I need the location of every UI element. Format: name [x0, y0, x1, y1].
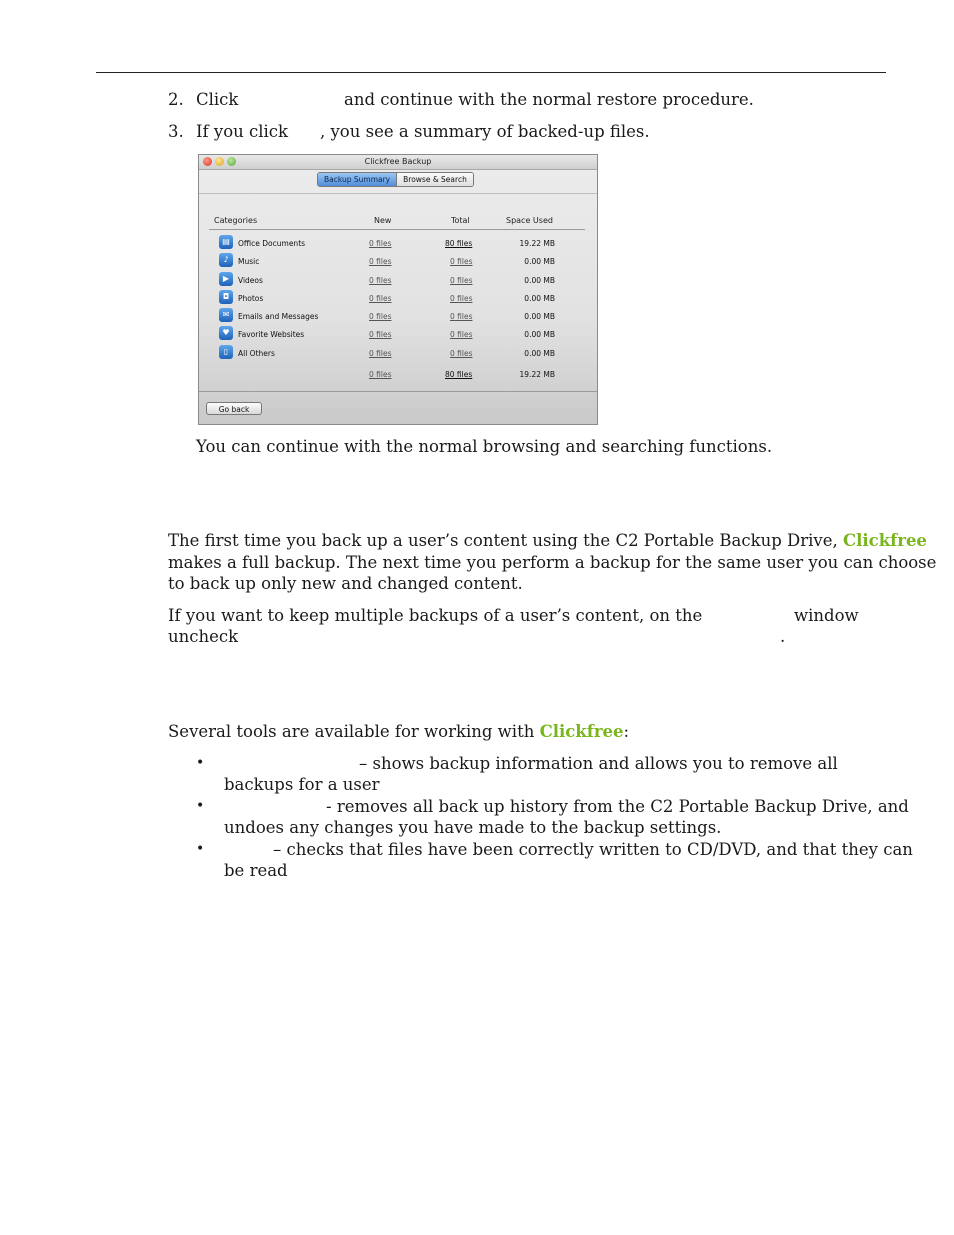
header-total: Total	[451, 216, 470, 225]
total-space-used: 19.22 MB	[519, 370, 555, 379]
step-number-3: 3.	[168, 122, 184, 141]
minimize-window-icon[interactable]	[215, 157, 224, 166]
step-3-text-start: If you click	[196, 122, 289, 141]
step-number-2: 2.	[168, 90, 184, 109]
window-titlebar	[199, 155, 597, 170]
step-2-text-start: Click	[196, 90, 239, 109]
total-files-link[interactable]: 0 files	[450, 349, 473, 358]
header-new: New	[374, 216, 392, 225]
para2-line1-end: window	[794, 606, 859, 625]
para1-line1	[168, 531, 927, 551]
go-back-button[interactable]: Go back	[206, 402, 262, 415]
category-label: Office Documents	[238, 239, 306, 248]
category-label: Videos	[238, 276, 263, 285]
total-all-files-link[interactable]: 80 files	[445, 370, 473, 379]
para2-line2-start: uncheck	[168, 627, 239, 646]
header-space-used: Space Used	[506, 216, 553, 225]
bullet-icon: •	[196, 798, 205, 814]
para3-text: Several tools are available for working with	[168, 722, 535, 741]
table-row	[199, 326, 597, 344]
total-files-link[interactable]: 80 files	[445, 239, 473, 248]
email-icon: ✉	[219, 308, 233, 322]
space-used-value: 0.00 MB	[524, 349, 555, 358]
bullet-3-line1: – checks that files have been correctly written to CD/DVD, and that they can	[273, 840, 913, 859]
photo-icon: ◘	[219, 290, 233, 304]
new-files-link[interactable]: 0 files	[369, 349, 392, 358]
zoom-window-icon[interactable]	[227, 157, 236, 166]
continue-text: You can continue with the normal browsing and searching functions.	[196, 437, 773, 456]
category-label: Photos	[238, 294, 264, 303]
header-categories: Categories	[214, 216, 258, 225]
space-used-value: 0.00 MB	[524, 294, 555, 303]
table-row	[199, 272, 597, 290]
category-label: Music	[238, 257, 260, 266]
bullet-3-line2: be read	[224, 861, 288, 880]
para2-line1-start: If you want to keep multiple backups of a user’s content, on the	[168, 606, 703, 625]
bullet-2-line2: undoes any changes you have made to the backup settings.	[224, 818, 722, 837]
space-used-value: 0.00 MB	[524, 312, 555, 321]
totals-row	[199, 366, 597, 384]
new-files-link[interactable]: 0 files	[369, 276, 392, 285]
table-row	[199, 308, 597, 326]
footer-divider	[199, 391, 597, 392]
clickfree-brand: Clickfree	[539, 722, 624, 741]
space-used-value: 0.00 MB	[524, 257, 555, 266]
view-tabs	[317, 172, 474, 187]
para1-line3: to back up only new and changed content.	[168, 574, 523, 593]
tab-backup-summary[interactable]: Backup Summary	[318, 173, 397, 186]
table-row	[199, 290, 597, 308]
bullet-1-line2: backups for a user	[224, 775, 380, 794]
table-row	[199, 253, 597, 271]
clickfree-brand: Clickfree	[843, 531, 927, 550]
new-files-link[interactable]: 0 files	[369, 257, 392, 266]
category-label: Favorite Websites	[238, 330, 305, 339]
para1-text: The first time you back up a user’s content using the C2 Portable Backup Drive,	[168, 531, 838, 550]
para3-line	[168, 722, 629, 742]
total-files-link[interactable]: 0 files	[450, 294, 473, 303]
para1-line2: makes a full backup. The next time you perform a backup for the same user you can choose	[168, 553, 937, 572]
backup-summary-window	[198, 154, 598, 425]
table-row	[199, 345, 597, 363]
bullet-2-line1: - removes all back up history from the C2 Portable Backup Drive, and	[326, 797, 909, 816]
para3-colon: :	[623, 722, 630, 741]
window-title: Clickfree Backup	[364, 157, 432, 166]
close-window-icon[interactable]	[203, 157, 212, 166]
step-3-text-end: , you see a summary of backed-up files.	[320, 122, 650, 141]
space-used-value: 0.00 MB	[524, 330, 555, 339]
document-icon: ▤	[219, 235, 233, 249]
bullet-icon: •	[196, 841, 205, 857]
category-label: All Others	[238, 349, 275, 358]
total-files-link[interactable]: 0 files	[450, 257, 473, 266]
video-icon: ▶	[219, 272, 233, 286]
new-files-link[interactable]: 0 files	[369, 312, 392, 321]
new-files-link[interactable]: 0 files	[369, 294, 392, 303]
bullet-icon: •	[196, 755, 205, 771]
step-2-text-end: and continue with the normal restore procedure.	[344, 90, 754, 109]
space-used-value: 19.22 MB	[519, 239, 555, 248]
header-rule	[96, 72, 886, 73]
bullet-1-line1: – shows backup information and allows you to remove all	[359, 754, 838, 773]
new-files-link[interactable]: 0 files	[369, 330, 392, 339]
heart-icon: ♥	[219, 326, 233, 340]
header-divider	[209, 229, 585, 230]
category-label: Emails and Messages	[238, 312, 319, 321]
space-used-value: 0.00 MB	[524, 276, 555, 285]
music-icon: ♪	[219, 253, 233, 267]
tab-browse-search[interactable]: Browse & Search	[397, 173, 473, 186]
table-row	[199, 235, 597, 253]
total-files-link[interactable]: 0 files	[450, 276, 473, 285]
file-icon: ▯	[219, 345, 233, 359]
total-files-link[interactable]: 0 files	[450, 312, 473, 321]
new-files-link[interactable]: 0 files	[369, 239, 392, 248]
total-files-link[interactable]: 0 files	[450, 330, 473, 339]
para2-line2-end: .	[780, 627, 786, 646]
total-new-files-link[interactable]: 0 files	[369, 370, 392, 379]
